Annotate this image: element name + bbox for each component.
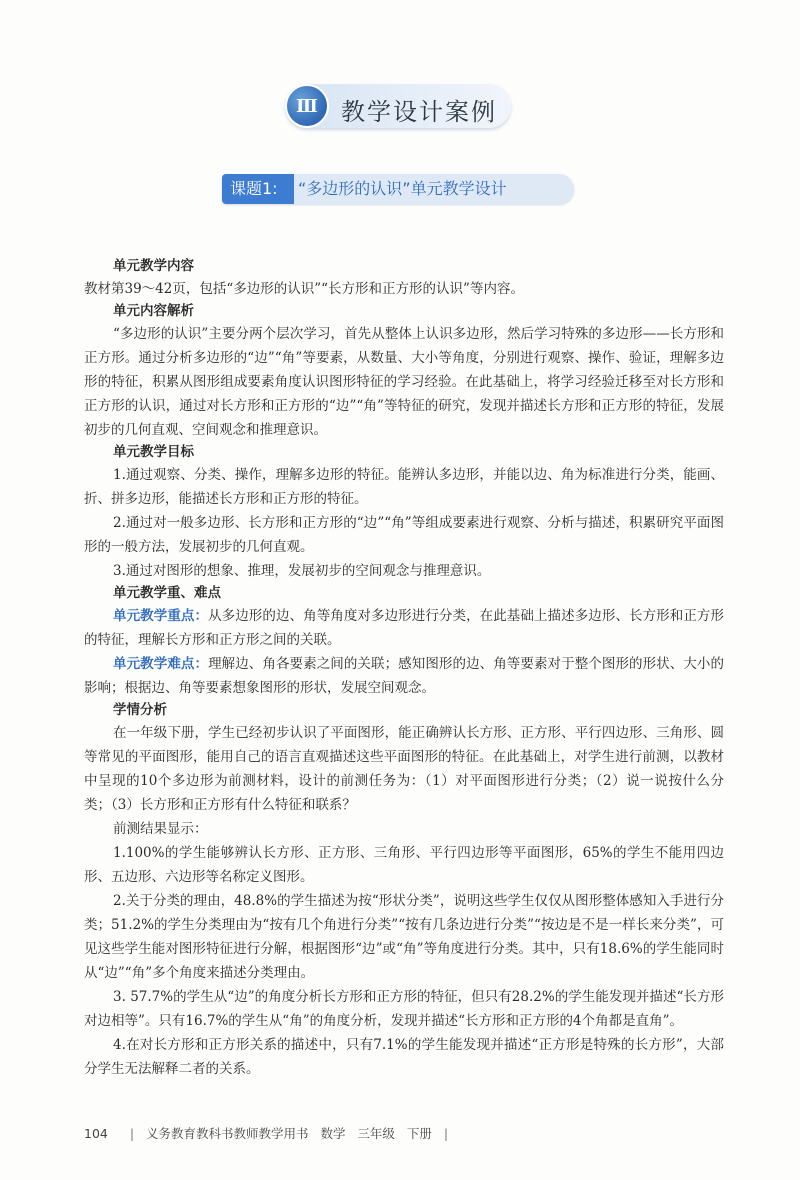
footer-volume: 下册 — [406, 1126, 432, 1141]
section-heading-goals: 单元教学目标 — [113, 444, 194, 460]
chapter-number-badge: Ⅲ — [285, 84, 329, 128]
learner-intro-paragraph: 在一年级下册，学生已经初步认识了平面图形，能正确辨认长方形、正方形、平行四边形、三角形、圆等常见的平面图形，能用自己的语言直观描述这些平面图形的特征。在此基础上，对学生进行前测，以教材中呈现的10个多边形为前测材料，设计的前测任务为：（1）对平面图形进行分类；（2）说一说按什么分类；（3）长方形和正方形有什么特征和联系？ — [84, 725, 724, 813]
results-label: 前测结果显示： — [113, 821, 208, 837]
analysis-paragraph: “多边形的认识”主要分两个层次学习，首先从整体上认识多边形，然后学习特殊的多边形——长方形和正方形。通过分析多边形的“边”“角”等要素，从数量、大小等角度，分别进行观察、操作、验证，理解多边形的特征，积累从图形组成要素角度认识图形特征的学习经验。在此基础上，将学习经验迁移至对长方形和正方形的认识，通过对长方形和正方形的“边”“角”等特征的研究，发现并描述长方形和正方形的特征，发展初步的几何直观、空间观念和推理意识。 — [84, 326, 724, 438]
lesson-label: 课题1: — [222, 174, 294, 204]
section-heading-content: 单元教学内容 — [113, 258, 194, 274]
section-heading-analysis: 单元内容解析 — [113, 303, 194, 319]
focus-paragraph — [84, 604, 724, 652]
footer-book-title: 义务教育教科书教师教学用书 — [146, 1126, 309, 1141]
footer-subject: 数学 — [320, 1126, 346, 1141]
section-heading-key-points: 单元教学重、难点 — [113, 585, 221, 601]
goal-item: 1.通过观察、分类、操作，理解多边形的特征。能辨认多边形，并能以边、角为标准进行分类，能画、折、拼多边形，能描述长方形和正方形的特征。 — [84, 467, 724, 507]
difficulty-paragraph — [84, 652, 724, 700]
page-number: 104 — [84, 1126, 108, 1141]
result-item: 2.关于分类的理由，48.8%的学生描述为按“形状分类”，说明这些学生仅仅从图形整体感知入手进行分类；51.2%的学生分类理由为“按有几个角进行分类”“按有几条边进行分类”“按边是不是一样长来分类”，可见这些学生能对图形特征进行分解，根据图形“边”或“角”等角度进行分类。其中，只有18.6%的学生能同时从“边”“角”多个角度来描述分类理由。 — [84, 893, 724, 981]
result-item: 4.在对长方形和正方形关系的描述中，只有7.1%的学生能发现并描述“正方形是特殊的长方形”，大部分学生无法解释二者的关系。 — [84, 1037, 724, 1077]
page-footer — [84, 1124, 456, 1142]
page-content — [84, 256, 724, 1081]
difficulty-text: 理解边、角各要素之间的关联；感知图形的边、角等要素对于整个图形的形状、大小的影响；根据边、角等要素想象图形的形状，发展空间观念。 — [84, 656, 725, 696]
goal-item: 3.通过对图形的想象、推理，发展初步的空间观念与推理意识。 — [113, 563, 491, 579]
chapter-title: 教学设计案例 — [341, 98, 497, 126]
footer-divider: | — [129, 1126, 135, 1141]
lesson-banner — [222, 174, 574, 204]
goal-item: 2.通过对一般多边形、长方形和正方形的“边”“角”等组成要素进行观察、分析与描述，积累研究平面图形的一般方法，发展初步的几何直观。 — [84, 515, 724, 555]
result-item: 1.100%的学生能够辨认长方形、正方形、三角形、平行四边形等平面图形，65%的学生不能用四边形、五边形、六边形等名称定义图形。 — [84, 845, 724, 885]
footer-grade: 三年级 — [357, 1126, 395, 1141]
difficulty-label: 单元教学难点： — [113, 656, 209, 672]
chapter-banner — [285, 84, 511, 128]
footer-divider: | — [443, 1126, 449, 1141]
section-heading-learner: 学情分析 — [113, 702, 167, 718]
lesson-title: “多边形的认识”单元教学设计 — [298, 179, 507, 198]
focus-text: 从多边形的边、角等角度对多边形进行分类，在此基础上描述多边形、长方形和正方形的特征，理解长方形和正方形之间的关联。 — [84, 608, 725, 648]
focus-label: 单元教学重点： — [113, 608, 209, 624]
result-item: 3. 57.7%的学生从“边”的角度分析长方形和正方形的特征，但只有28.2%的学生能发现并描述“长方形对边相等”。只有16.7%的学生从“角”的角度分析，发现并描述“长方形和正方形的4个角都是直角”。 — [84, 989, 724, 1029]
content-paragraph: 教材第39～42页，包括“多边形的认识”“长方形和正方形的认识”等内容。 — [84, 281, 524, 297]
